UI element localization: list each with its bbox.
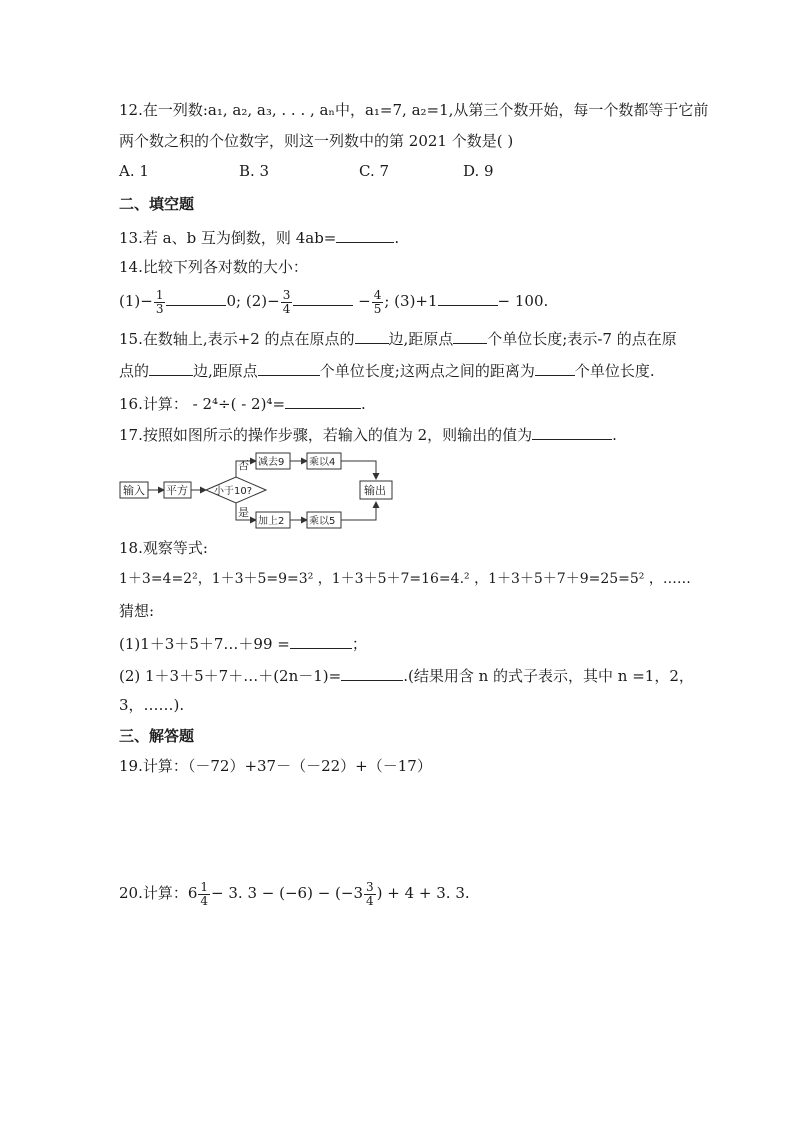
flowchart-diagram: [119, 446, 409, 536]
q17-blank: [532, 423, 612, 440]
q15-l1a: 15.在数轴上,表示+2 的点在原点的: [119, 330, 355, 348]
q14-frac1-num: 1: [155, 287, 164, 302]
q18-part2-line2: 3，……).: [119, 696, 185, 714]
q18-p1-text: (1)1＋3＋5＋7…＋99 =: [119, 635, 290, 653]
flow-minus9-label: 减去9: [258, 457, 285, 468]
q17-text: 17.按照如图所示的操作步骤，若输入的值为 2，则输出的值为: [119, 426, 533, 444]
q17: [119, 423, 617, 445]
q14-frac3-num: 4: [373, 287, 382, 302]
q20-mid: − 3. 3 − (−6) − (−3: [211, 884, 363, 902]
q18-blank2: [341, 664, 403, 681]
q20: [119, 876, 470, 910]
q18-part2: [119, 664, 694, 686]
q14-p3-label: (3)+1: [394, 292, 438, 310]
q14-frac3-den: 5: [373, 301, 382, 316]
flow-condition-label: 小于10?: [214, 486, 253, 497]
q14-frac2: [281, 289, 293, 316]
q14-p1-label: (1)−: [119, 292, 153, 310]
q20-frac2-num: 3: [366, 879, 374, 894]
q14-title: 14.比较下列各对数的大小：: [119, 258, 308, 276]
flow-no-label: 否: [238, 459, 249, 472]
q15-l2c: 个单位长度;这两点之间的距离为: [319, 362, 535, 380]
flow-times4-label: 乘以4: [309, 457, 336, 468]
q18-part1: [119, 632, 367, 654]
flow-square-label: 平方: [166, 484, 188, 497]
q19: 19.计算：（－72）+37－（－22）+（－17）: [119, 757, 432, 775]
choice-d: D. 9: [463, 162, 494, 180]
q13-blank: [336, 226, 394, 243]
choice-c: C. 7: [359, 162, 390, 180]
q20-frac1-num: 1: [200, 879, 209, 894]
q18-guess: 猜想:: [119, 602, 155, 620]
q14-blank3: [438, 289, 498, 306]
flow-times5-label: 乘以5: [309, 516, 336, 527]
q14-frac1-den: 3: [155, 301, 164, 316]
q20-frac1: [198, 881, 210, 908]
q14-p2-label: (2)−: [245, 292, 280, 310]
q14-blank2: [293, 289, 353, 306]
q18-blank1: [290, 632, 352, 649]
q20-whole1: 6: [187, 884, 198, 902]
q13: [119, 226, 399, 248]
q15-blank3: [149, 359, 193, 376]
q14-frac3: [372, 289, 384, 316]
q20-frac2-den: 4: [366, 893, 374, 908]
q13-text: 13.若 a、b 互为倒数，则 4ab=: [119, 229, 337, 247]
flow-output-label: 输出: [364, 484, 386, 497]
q15-blank2: [453, 327, 487, 344]
q16-text: 16.计算： - 2⁴÷( - 2)⁴=: [119, 395, 286, 413]
flow-yes-label: 是: [238, 506, 249, 519]
flow-input-label: 输入: [123, 484, 145, 497]
q18-title: 18.观察等式:: [119, 539, 208, 557]
q15-l1b: 边,距原点: [388, 330, 454, 348]
q14-p3-post: − 100.: [497, 292, 549, 310]
q14-frac1: [154, 289, 166, 316]
q15-l2d: 个单位长度.: [574, 362, 655, 380]
q14-blank1: [166, 289, 226, 306]
q20-label: 20.计算：: [119, 884, 188, 902]
q18-p2-text: (2) 1＋3＋5＋7＋…＋(2n－1)=: [119, 667, 342, 685]
q15-l2a: 点的: [119, 362, 150, 380]
q20-post: ) + 4 + 3. 3.: [376, 884, 470, 902]
q12-line1: 12.在一列数:a₁, a₂, a₃, . . . , aₙ中，a₁=7, a₂=1,从第三个数开始，每一个数都等于它前: [119, 101, 709, 119]
q20-frac1-den: 4: [200, 893, 209, 908]
q14-p2-mid: −: [358, 292, 371, 310]
q16: [119, 392, 366, 414]
q18-p1-post: ；: [351, 635, 367, 653]
q15-blank5: [535, 359, 575, 376]
q17-period: .: [612, 426, 617, 444]
choice-a: A. 1: [119, 162, 149, 180]
section-answer-heading: 三、解答题: [119, 727, 195, 745]
q14-p2-post: ;: [384, 292, 390, 310]
q14-parts: [119, 286, 548, 316]
q18-equations: 1＋3=4=2²，1＋3＋5=9=3² ，1＋3＋5＋7=16=4.² ，1＋3＋5＋7＋9=25=5² ，……: [119, 571, 691, 587]
q15-blank4: [258, 359, 320, 376]
q20-frac2: [364, 881, 376, 908]
q14-frac2-den: 4: [282, 301, 291, 316]
q18-p2-post: .(结果用含 n 的式子表示，其中 n =1，2，: [403, 667, 694, 685]
choice-b: B. 3: [239, 162, 270, 180]
q15-line2: [119, 359, 655, 381]
q15-l1c: 个单位长度;表示-7 的点在原: [487, 330, 677, 348]
section-fill-in-heading: 二、填空题: [119, 195, 195, 213]
q12-line2: 两个数之积的个位数字，则这一列数中的第 2021 个数是( ): [119, 132, 514, 150]
q15-blank1: [355, 327, 389, 344]
q13-period: .: [394, 229, 400, 247]
q14-frac2-num: 3: [282, 287, 291, 302]
q16-period: .: [361, 395, 366, 413]
q14-p1-post: 0;: [226, 292, 242, 310]
q15-line1: [119, 327, 677, 349]
flow-plus2-label: 加上2: [258, 516, 285, 527]
q16-blank: [285, 392, 361, 409]
q15-l2b: 边,距原点: [193, 362, 258, 380]
